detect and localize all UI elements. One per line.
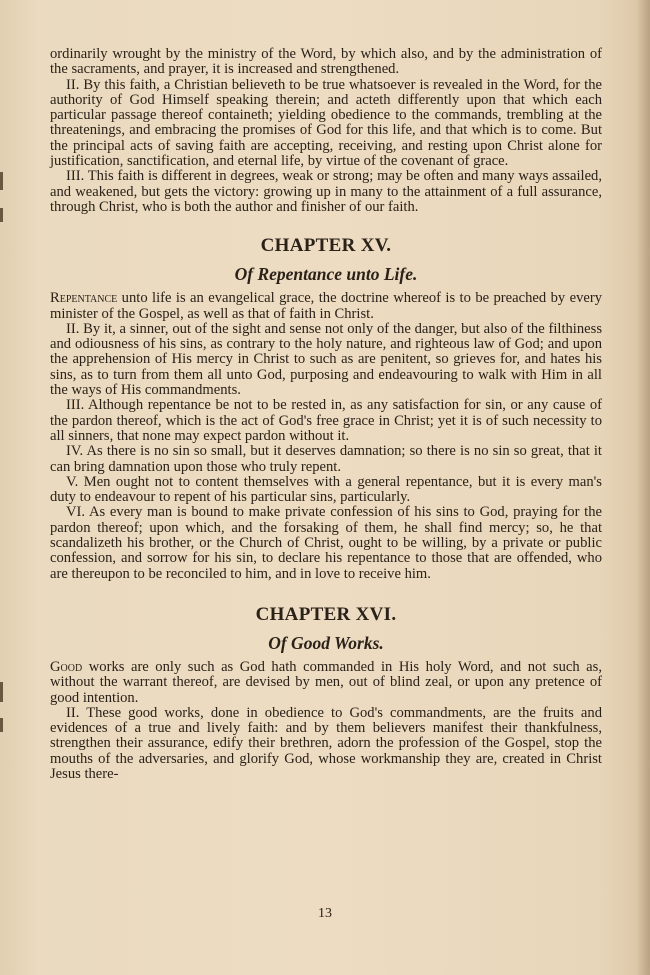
binding-stitch-mark xyxy=(0,718,3,732)
paragraph-text: unto life is an evangelical grace, the doctrine whereof is to be preached by every minister of the Gospel, as well as that of faith in Christ. xyxy=(50,290,602,322)
binding-stitch-mark xyxy=(0,682,3,702)
paragraph: II. By it, a sinner, out of the sight and sense not only of the danger, but also of the filthiness and odiousness of his sins, as contrary to the holy nature, and righteous law of God; and upon the apprehension of His mercy in Christ to such as are penitent, so grieves for, and hates his sins, as to turn from them all unto God, purposing and endeavouring to walk with Him in all the ways of His commandments. xyxy=(50,320,602,399)
lead-word: Repentance xyxy=(50,290,118,307)
paragraph: ordinarily wrought by the ministry of the Word, by which also, and by the administration of the sacraments, and prayer, it is increased and strengthened. xyxy=(50,46,602,78)
binding-stitch-mark xyxy=(0,208,3,222)
chapter-subtitle: Of Repentance unto Life. xyxy=(234,264,418,285)
paragraph: III. Although repentance be not to be rested in, as any satisfaction for sin, or any cause of the pardon thereof, which is the act of God's free grace in Christ; yet it is of such necessity to all sinners, that none may expect pardon without it. xyxy=(50,397,602,444)
paragraph: II. By this faith, a Christian believeth to be true whatsoever is revealed in the Word, for the authority of God Himself speaking therein; and acteth differently upon that which each particular passage thereof containeth; yielding obedience to the commands, trembling at the threatenings, and embracing the promises of God for this life, and that which is to come. But the principal acts of saving faith are accepting, receiving, and resting upon Christ alone for justification, sanctification, and eternal life, by virtue of the covenant of grace. xyxy=(50,76,602,170)
chapter-subtitle: Of Good Works. xyxy=(268,632,384,653)
chapter-heading: CHAPTER XVI. xyxy=(255,603,397,625)
paragraph: IV. As there is no sin so small, but it deserves damnation; so there is no sin so great, that it can bring damnation upon those who truly repent. xyxy=(50,443,602,475)
paragraph: VI. As every man is bound to make private confession of his sins to God, praying for the pardon thereof; upon which, and the forsaking of them, he shall find mercy; so, he that scandalizeth his brother, or the Church of Christ, ought to be willing, by a private or public confession, and sorrow for his sin, to declare his repentance to those that are offended, who are thereupon to be reconciled to him, and in love to receive him. xyxy=(50,504,602,582)
page-body xyxy=(50,47,602,782)
chapter-heading: CHAPTER XV. xyxy=(260,235,392,257)
page-number: 13 xyxy=(318,906,332,921)
paragraph: V. Men ought not to content themselves with a general repentance, but it is every man's duty to endeavour to repent of his particular sins, particularly. xyxy=(50,473,602,506)
paragraph xyxy=(50,291,602,322)
page-edge-shadow xyxy=(636,0,650,975)
binding-stitch-mark xyxy=(0,172,3,190)
lead-word: Good xyxy=(50,658,83,675)
paragraph: III. This faith is different in degrees, weak or strong; may be often and many ways assailed, and weakened, but gets the victory: growing up in many to the attainment of a full assurance, through Christ, who is both the author and finisher of our faith. xyxy=(50,168,602,215)
paragraph xyxy=(50,660,602,706)
paragraph-text: works are only such as God hath commanded in His holy Word, and not such as, without the warrant thereof, are devised by men, out of blind zeal, or upon any pretence of good intention. xyxy=(50,658,602,706)
paragraph: II. These good works, done in obedience to God's commandments, are the fruits and evidences of a true and lively faith: and by them believers manifest their thankfulness, strengthen their assurance, edify their brethren, adorn the profession of the Gospel, stop the mouths of the adversaries, and glorify God, whose workmanship they are, created in Christ Jesus there- xyxy=(50,704,602,782)
